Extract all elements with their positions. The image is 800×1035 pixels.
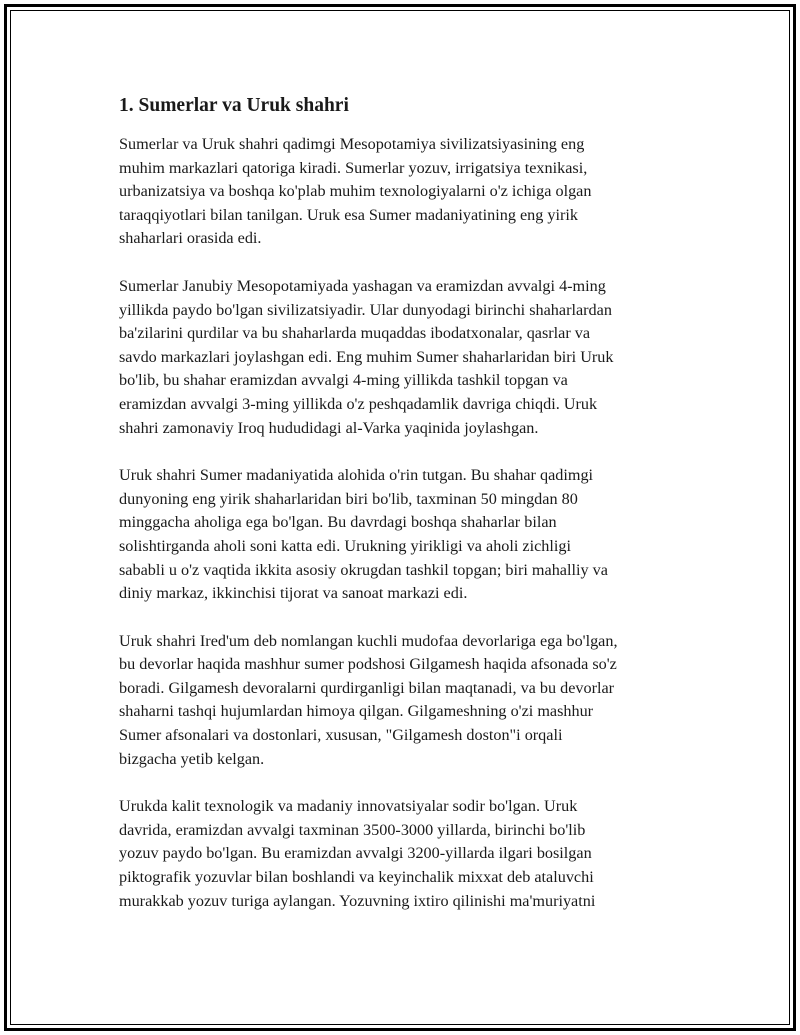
paragraph-5: Urukda kalit texnologik va madaniy innovatsiyalar sodir bo'lgan. Uruk davrida, eramizdan avvalgi taxminan 3500-3000 yillarda, birinchi bo'lib yozuv paydo bo'lgan. Bu eramizdan avvalgi 3200-yillarda ilgari bosilgan piktografik yozuvlar bilan boshlandi va keyinchalik mixxat deb ataluvchi murakkab yozuv turiga aylangan. Yozuvning ixtiro qilinishi ma'muriyatni (119, 797, 596, 910)
document-body (119, 92, 694, 937)
paragraph-3: Uruk shahri Sumer madaniyatida alohida o'rin tutgan. Bu shahar qadimgi dunyoning eng yirik shaharlaridan biri bo'lib, taxminan 50 mingdan 80 minggacha aholiga ega bo'lgan. Bu davrdagi boshqa shaharlar bilan solishtirganda aholi soni katta edi. Urukning yirikligi va aholi zichligi sababli u o'z vaqtida ikkita asosiy okrugdan tashkil topgan; biri mahalliy va diniy markaz, ikkinchisi tijorat va sanoat markazi edi. (119, 466, 608, 603)
section-title: 1. Sumerlar va Uruk shahri (119, 95, 349, 116)
paragraph-4: Uruk shahri Ired'um deb nomlangan kuchli mudofaa devorlariga ega bo'lgan, bu devorlar haqida mashhur sumer podshosi Gilgamesh haqida afsonada so'z boradi. Gilgamesh devoralarni qurdirganligi bilan maqtanadi, va bu devorlar shaharni tashqi hujumlardan himoya qilgan. Gilgameshning o'zi mashhur Sumer afsonalari va dostonlari, xususan, "Gilgamesh doston"i orqali bizgacha yetib kelgan. (119, 631, 618, 768)
paragraph-2: Sumerlar Janubiy Mesopotamiyada yashagan va eramizdan avvalgi 4-ming yillikda paydo bo'lgan sivilizatsiyadir. Ular dunyodagi birinchi shaharlardan ba'zilarini qurdilar va bu shaharlarda muqaddas ibodatxonalar, qasrlar va savdo markazlari joylashgan edi. Eng muhim Sumer shaharlaridan biri Uruk bo'lib, bu shahar eramizdan avvalgi 4-ming yillikda tashkil topgan va eramizdan avvalgi 3-ming yillikda o'z peshqadamlik davriga chiqdi. Uruk shahri zamonaviy Iroq hududidagi al-Varka yaqinida joylashgan. (119, 276, 614, 437)
paragraph-1: Sumerlar va Uruk shahri qadimgi Mesopotamiya sivilizatsiyasining eng muhim markazlari qatoriga kiradi. Sumerlar yozuv, irrigatsiya texnikasi, urbanizatsiya va boshqa ko'plab muhim texnologiyalarni o'z ichiga olgan taraqqiyotlari bilan tanilgan. Uruk esa Sumer madaniyatining eng yirik shaharlari orasida edi. (119, 135, 592, 248)
